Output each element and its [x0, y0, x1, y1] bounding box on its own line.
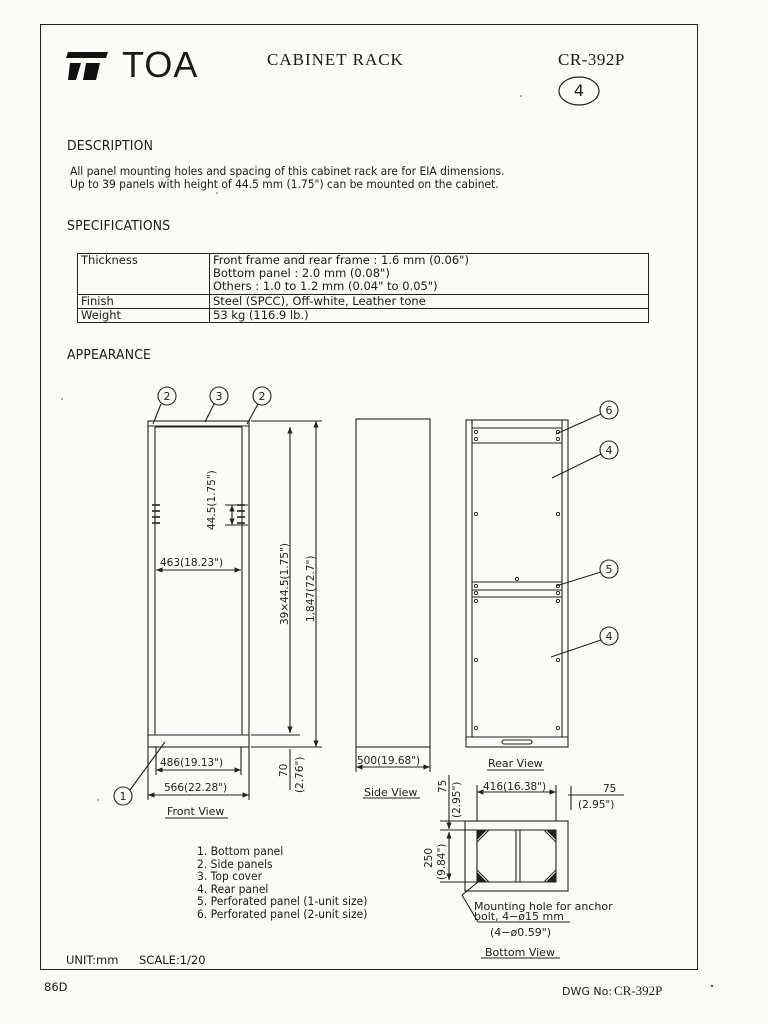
specifications-heading: SPECIFICATIONS	[67, 218, 171, 234]
bottom-view-label: Bottom View	[485, 946, 555, 959]
list-item: 2. Side panels	[197, 857, 273, 871]
side-view-drawing	[356, 419, 430, 798]
description-line-2: Up to 39 panels with height of 44.5 mm (1.75") can be mounted on the cabinet.	[70, 177, 499, 191]
callout-2-left: 2	[163, 390, 171, 403]
dim-bottom-offset-in: (2.95")	[578, 799, 615, 811]
spec-line: Front frame and rear frame : 1.6 mm (0.06")	[213, 253, 469, 267]
spec-value: Steel (SPCC), Off-white, Leather tone	[210, 294, 649, 308]
list-item: 5. Perforated panel (1-unit size)	[197, 895, 368, 909]
unit-label: UNIT:mm	[66, 953, 119, 967]
front-view-label: Front View	[167, 805, 225, 818]
page-number: 86D	[44, 980, 68, 994]
model-number: CR-392P	[558, 50, 625, 69]
dim-inner-width: 463(18.23")	[160, 557, 224, 569]
callout-4-upper: 4	[605, 444, 613, 457]
description-line-1: All panel mounting holes and spacing of this cabinet rack are for EIA dimensions.	[70, 164, 505, 178]
callout-4-lower: 4	[605, 630, 613, 643]
dim-bottom-side-offset-in: (2.95")	[451, 781, 463, 818]
rear-view-drawing	[466, 401, 618, 770]
list-item: 6. Perforated panel (2-unit size)	[197, 907, 368, 921]
spec-value: 53 kg (116.9 lb.)	[210, 308, 649, 322]
dim-bottom-width: 416(16.38")	[483, 781, 547, 793]
dim-total-height: 1,847(72.7")	[305, 555, 317, 622]
spec-key: Weight	[78, 308, 210, 322]
callout-6: 6	[605, 404, 613, 417]
anchor-note-line-3: (4−ø0.59")	[490, 926, 552, 939]
callout-3: 3	[215, 390, 223, 403]
description-heading: DESCRIPTION	[67, 138, 154, 154]
appearance-heading: APPEARANCE	[67, 347, 152, 363]
spec-key: Thickness	[78, 254, 210, 295]
dim-bottom-side-offset: 75	[437, 779, 449, 793]
dim-rack-height: 39×44.5(1.75")	[279, 543, 291, 625]
spec-key: Finish	[78, 294, 210, 308]
dim-bottom-depth-in: (9.84")	[436, 843, 448, 880]
dwg-label: DWG No:	[562, 985, 613, 998]
callout-2-right: 2	[258, 390, 266, 403]
dim-unit-height: 44.5(1.75")	[206, 470, 218, 530]
dim-base-height: 70	[278, 763, 290, 777]
callout-5: 5	[605, 563, 613, 576]
dim-bottom-offset: 75	[603, 783, 617, 795]
list-item: 1. Bottom panel	[197, 845, 284, 858]
brand-name: TOA	[122, 44, 199, 85]
circled-number: 4	[573, 81, 585, 100]
parts-list	[197, 846, 367, 922]
dwg-number: CR-392P	[614, 983, 663, 998]
dim-base-width: 566(22.28")	[164, 782, 228, 794]
spec-line: Bottom panel : 2.0 mm (0.08")	[213, 266, 390, 281]
anchor-note-line-1: Mounting hole for anchor	[474, 900, 613, 913]
list-item: 3. Top cover	[197, 870, 263, 884]
dim-depth: 500(19.68")	[357, 755, 421, 767]
dim-outer-width: 486(19.13")	[160, 757, 224, 769]
rear-view-label: Rear View	[488, 757, 543, 770]
page-title: CABINET RACK	[267, 50, 404, 69]
callout-1: 1	[119, 790, 127, 803]
anchor-note-line-2: bolt, 4−ø15 mm	[474, 910, 564, 923]
list-item: 4. Rear panel	[197, 882, 269, 896]
spec-line: Others : 1.0 to 1.2 mm (0.04" to 0.05")	[213, 279, 438, 294]
dim-bottom-depth: 250	[423, 847, 435, 868]
scale-label: SCALE:1/20	[139, 953, 206, 967]
side-view-label: Side View	[364, 786, 418, 799]
dim-base-height-in: (2.76")	[294, 756, 306, 793]
